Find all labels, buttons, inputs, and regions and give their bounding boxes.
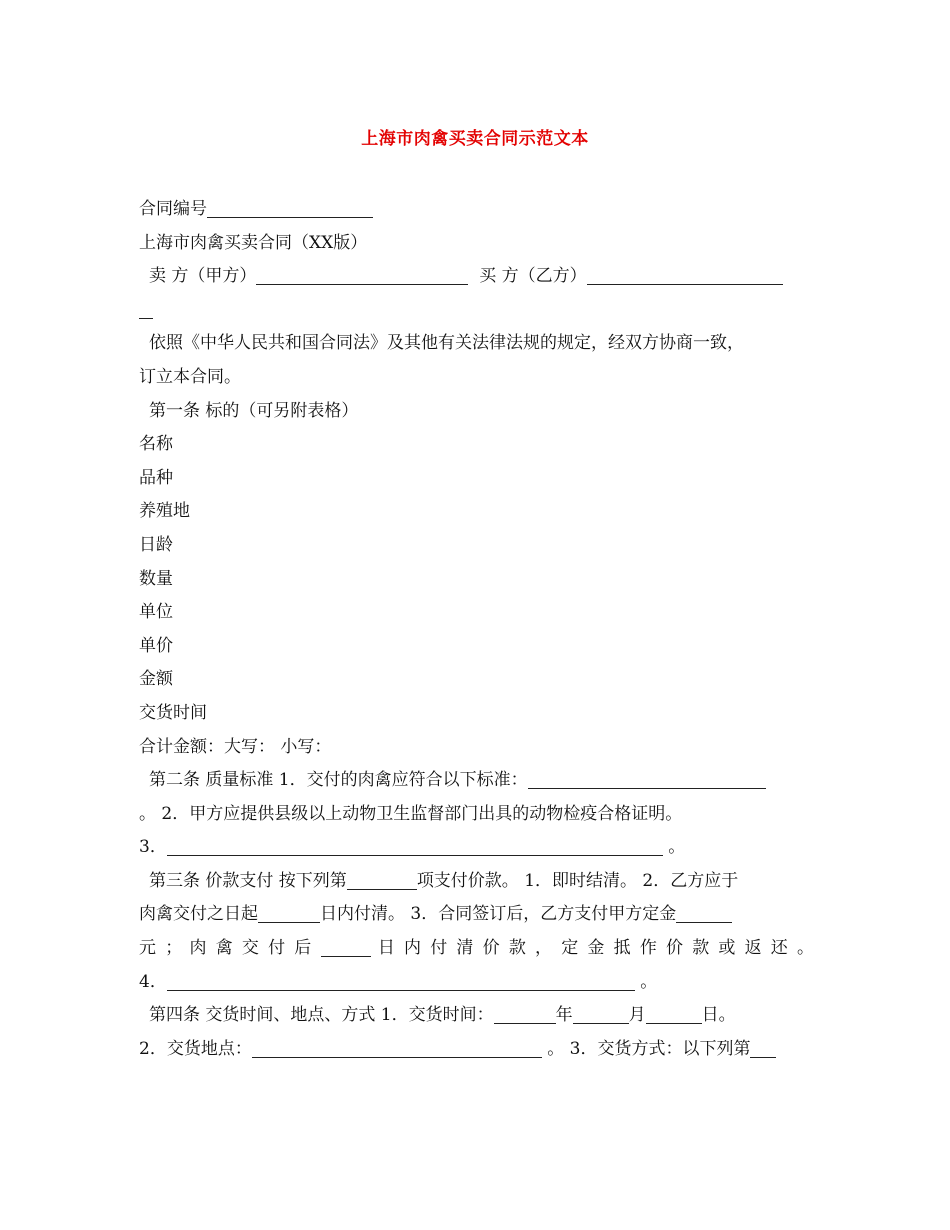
article-4-heading: 第四条 交货时间、地点、方式 1．交货时间： [149, 1005, 494, 1026]
article-3-line-3-start: 元 ； 肉 禽 交 付 后 [139, 938, 314, 959]
article-2-item-3-end: 。 [662, 837, 686, 858]
field-age-days: 日龄 [139, 534, 173, 555]
payment-days-blank[interactable] [258, 902, 320, 923]
parties-line-continued [139, 294, 814, 328]
article-3-item-4-number: 4． [139, 971, 167, 992]
contract-name: 上海市肉禽买卖合同（XX版） [139, 232, 368, 253]
article-4-line-2 [139, 1033, 814, 1067]
year-label: 年 [555, 1005, 573, 1026]
field-unit-price: 单价 [139, 635, 173, 656]
field-variety: 品种 [139, 467, 173, 488]
field-name: 名称 [139, 434, 173, 455]
month-label: 月 [628, 1005, 646, 1026]
deposit-amount-blank[interactable] [676, 902, 732, 923]
article-2-heading: 第二条 质量标准 1．交付的肉禽应符合以下标准： [149, 770, 528, 791]
delivery-method-blank[interactable] [750, 1037, 776, 1058]
article-3-item-4-blank[interactable] [167, 970, 635, 991]
contract-number-blank[interactable] [207, 197, 373, 218]
article-2-line-2: 。 2．甲方应提供县级以上动物卫生监督部门出具的动物检疫合格证明。 [139, 803, 683, 824]
field-unit: 单位 [139, 602, 173, 623]
buyer-blank[interactable] [587, 264, 783, 285]
seller-blank[interactable] [256, 264, 468, 285]
contract-body [139, 193, 814, 1066]
payment-option-blank[interactable] [347, 869, 417, 890]
field-quantity: 数量 [139, 568, 173, 589]
article-3-line-3 [139, 932, 814, 966]
document-title: 上海市肉禽买卖合同示范文本 [361, 129, 589, 149]
delivery-place-blank[interactable] [252, 1037, 542, 1058]
article-3-line-2-start: 肉禽交付之日起 [139, 904, 258, 925]
buyer-blank-continued[interactable] [139, 298, 153, 319]
article-2-line-1 [139, 764, 814, 798]
delivery-day-blank[interactable] [646, 1003, 702, 1024]
article-2-item-3-number: 3． [139, 837, 167, 858]
article-3-heading: 第三条 价款支付 按下列第 [149, 870, 347, 891]
delivery-place-label: 2．交货地点： [139, 1038, 252, 1059]
buyer-label: 买 方（乙方） [479, 266, 587, 287]
contract-number-label: 合同编号 [139, 199, 207, 219]
article-3-line-1 [139, 865, 814, 899]
intro-line-1: 依照《中华人民共和国合同法》及其他有关法律法规的规定，经双方协商一致， [149, 333, 744, 354]
article-3-line-2 [139, 898, 814, 932]
article-2-line-3 [139, 831, 814, 865]
article-3-line-4 [139, 966, 814, 1000]
deposit-days-blank[interactable] [321, 936, 371, 957]
delivery-month-blank[interactable] [573, 1003, 629, 1024]
contract-number-line [139, 193, 814, 227]
field-delivery-time: 交货时间 [139, 702, 207, 723]
article-3-options: 项支付价款。 1．即时结清。 2．乙方应于 [416, 870, 739, 891]
quality-standard-blank[interactable] [528, 768, 766, 789]
article-2-item-3-blank[interactable] [167, 835, 663, 856]
total-amount-line: 合计金额：大写： 小写： [139, 736, 332, 757]
article-4-line-1 [139, 999, 814, 1033]
article-3-item-4-end: 。 [634, 971, 658, 992]
parties-line [139, 260, 814, 294]
intro-line-2: 订立本合同。 [139, 366, 241, 387]
article-1-title: 第一条 标的（可另附表格） [149, 400, 359, 421]
article-3-line-2-end: 日内付清。 3．合同签订后，乙方支付甲方定金 [320, 904, 677, 925]
day-label: 日。 [701, 1005, 736, 1026]
field-amount: 金额 [139, 669, 173, 690]
article-3-line-3-end: 日 内 付 清 价 款 ， 定 金 抵 作 价 款 或 返 还 。 [377, 938, 814, 959]
delivery-year-blank[interactable] [494, 1003, 556, 1024]
field-farm-location: 养殖地 [139, 501, 190, 522]
delivery-method-label: 。 3．交货方式：以下列第 [541, 1038, 751, 1059]
seller-label: 卖 方（甲方） [149, 266, 257, 287]
